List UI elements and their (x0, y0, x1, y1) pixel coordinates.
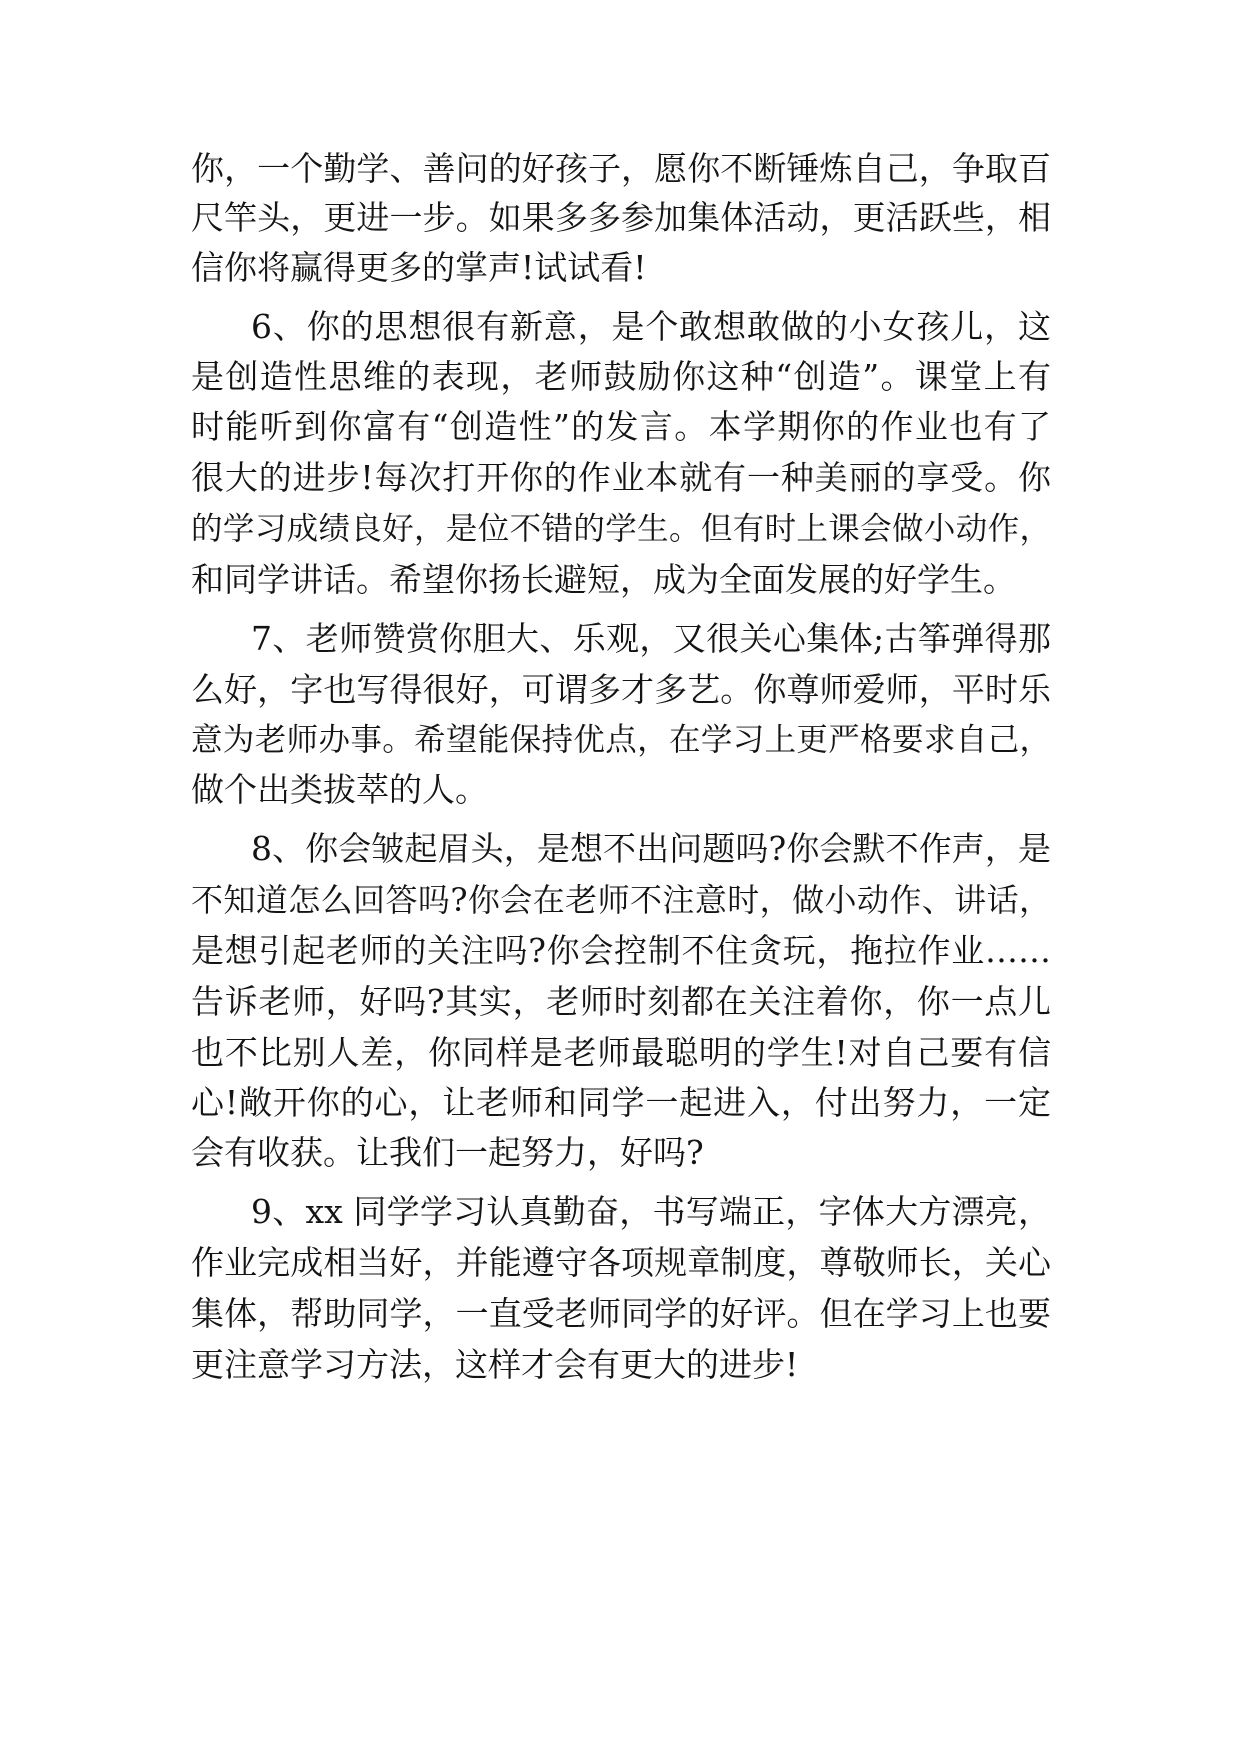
text-line: 不知道怎么回答吗?你会在老师不注意时，做小动作、讲话， (191, 881, 1051, 919)
text-line: 时能听到你富有“创造性”的发言。本学期你的作业也有了 (191, 407, 1051, 446)
text-line: 意为老师办事。希望能保持优点，在学习上更严格要求自己， (191, 722, 1051, 758)
text-line: 做个出类拔萃的人。 (191, 770, 488, 809)
paragraph-8-first-line: 8、你会皱起眉头，是想不出问题吗?你会默不作声，是 (251, 829, 1051, 868)
text-line: 是创造性思维的表现，老师鼓励你这种“创造”。课堂上有 (191, 357, 1051, 396)
text-line: 更注意学习方法，这样才会有更大的进步! (191, 1345, 799, 1384)
paragraph-6-first-line: 6、你的思想很有新意，是个敢想敢做的小女孩儿，这 (251, 307, 1051, 346)
text-line: 会有收获。让我们一起努力，好吗? (191, 1133, 704, 1172)
text-line: 很大的进步!每次打开你的作业本就有一种美丽的享受。你 (191, 458, 1051, 497)
text-line: 心!敞开你的心，让老师和同学一起进入，付出努力，一定 (191, 1083, 1051, 1122)
text-line: 集体，帮助同学，一直受老师同学的好评。但在学习上也要 (191, 1294, 1051, 1333)
text-line: 你，一个勤学、善问的好孩子，愿你不断锤炼自己，争取百 (191, 149, 1051, 188)
text-line: 告诉老师，好吗?其实，老师时刻都在关注着你，你一点儿 (191, 982, 1051, 1021)
text-line: 是想引起老师的关注吗?你会控制不住贪玩，拖拉作业…… (191, 931, 1051, 970)
text-line: 信你将赢得更多的掌声!试试看! (191, 248, 647, 287)
text-line: 作业完成相当好，并能遵守各项规章制度，尊敬师长，关心 (191, 1243, 1051, 1282)
text-line: 也不比别人差，你同样是老师最聪明的学生!对自己要有信 (191, 1033, 1051, 1072)
paragraph-9-first-line: 9、xx 同学学习认真勤奋，书写端正，字体大方漂亮， (251, 1192, 1051, 1231)
text-line: 和同学讲话。希望你扬长避短，成为全面发展的好学生。 (191, 560, 1016, 599)
paragraph-7-first-line: 7、老师赞赏你胆大、乐观，又很关心集体;古筝弹得那 (251, 619, 1051, 658)
text-line: 的学习成绩良好，是位不错的学生。但有时上课会做小动作， (191, 511, 1051, 547)
text-line: 么好，字也写得很好，可谓多才多艺。你尊师爱师，平时乐 (191, 670, 1051, 709)
text-line: 尺竿头，更进一步。如果多多参加集体活动，更活跃些，相 (191, 198, 1051, 237)
